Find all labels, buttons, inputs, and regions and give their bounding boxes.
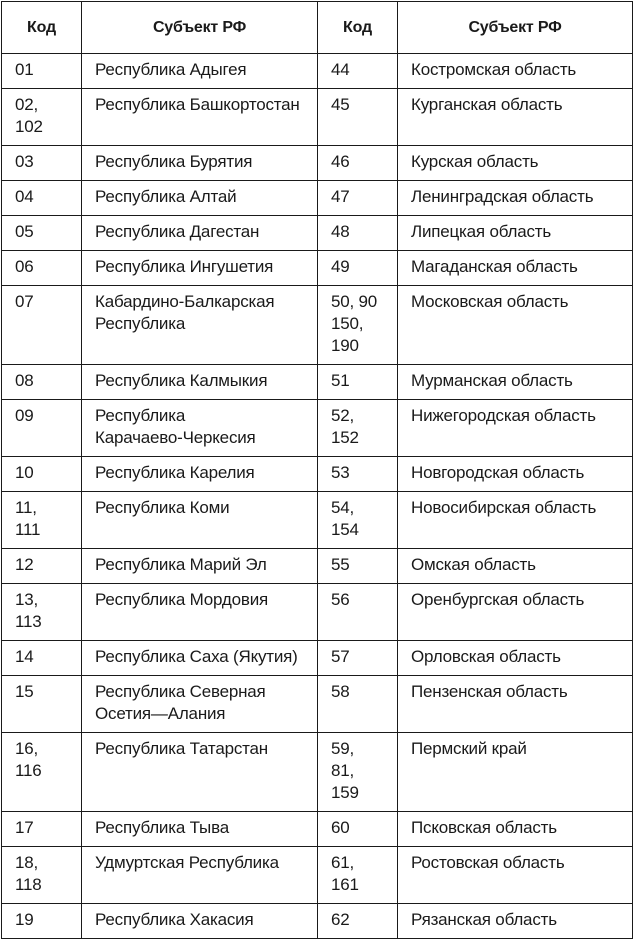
header-code-left: Код <box>2 2 82 54</box>
table-row <box>2 54 633 89</box>
cell-code-left: 01 <box>2 54 82 89</box>
table-row <box>2 904 633 939</box>
table-row <box>2 216 633 251</box>
cell-code-right: 61, 161 <box>318 847 398 904</box>
cell-code-right: 44 <box>318 54 398 89</box>
cell-subject-right: Оренбургская область <box>398 584 633 641</box>
cell-subject-left: Удмуртская Республика <box>82 847 318 904</box>
cell-code-right: 52, 152 <box>318 400 398 457</box>
cell-code-right: 58 <box>318 676 398 733</box>
cell-subject-right: Рязанская область <box>398 904 633 939</box>
cell-subject-left: Кабардино-Балкарская Республика <box>82 286 318 365</box>
table-row <box>2 492 633 549</box>
cell-code-left: 04 <box>2 181 82 216</box>
cell-subject-right: Орловская область <box>398 641 633 676</box>
cell-subject-left: Республика Хакасия <box>82 904 318 939</box>
table-header-row <box>2 2 633 54</box>
cell-subject-left: Республика Тыва <box>82 812 318 847</box>
cell-subject-right: Ленинградская область <box>398 181 633 216</box>
cell-subject-left: Республика Ингушетия <box>82 251 318 286</box>
cell-code-right: 57 <box>318 641 398 676</box>
cell-code-right: 55 <box>318 549 398 584</box>
cell-code-left: 12 <box>2 549 82 584</box>
cell-subject-right: Курская область <box>398 146 633 181</box>
cell-subject-left: Республика Мордовия <box>82 584 318 641</box>
cell-subject-right: Пензенская область <box>398 676 633 733</box>
table-row <box>2 146 633 181</box>
cell-code-left: 17 <box>2 812 82 847</box>
table-row <box>2 733 633 812</box>
cell-subject-left: Республика Дагестан <box>82 216 318 251</box>
cell-code-right: 47 <box>318 181 398 216</box>
table-row <box>2 181 633 216</box>
cell-subject-left: Республика Алтай <box>82 181 318 216</box>
cell-subject-right: Новгородская область <box>398 457 633 492</box>
table-row <box>2 365 633 400</box>
cell-code-left: 08 <box>2 365 82 400</box>
header-code-right: Код <box>318 2 398 54</box>
cell-subject-left: Республика Карачаево-Черкесия <box>82 400 318 457</box>
cell-code-right: 60 <box>318 812 398 847</box>
cell-code-right: 53 <box>318 457 398 492</box>
cell-subject-right: Московская область <box>398 286 633 365</box>
table-row <box>2 549 633 584</box>
cell-subject-left: Республика Адыгея <box>82 54 318 89</box>
cell-subject-right: Костромская область <box>398 54 633 89</box>
cell-subject-right: Нижегородская область <box>398 400 633 457</box>
cell-subject-right: Курганская область <box>398 89 633 146</box>
cell-subject-left: Республика Калмыкия <box>82 365 318 400</box>
cell-subject-left: Республика Бурятия <box>82 146 318 181</box>
cell-subject-right: Омская область <box>398 549 633 584</box>
cell-subject-right: Новосибирская область <box>398 492 633 549</box>
cell-code-left: 07 <box>2 286 82 365</box>
cell-subject-right: Липецкая область <box>398 216 633 251</box>
table-row <box>2 400 633 457</box>
cell-code-left: 18, 118 <box>2 847 82 904</box>
cell-subject-left: Республика Татарстан <box>82 733 318 812</box>
table-row <box>2 847 633 904</box>
header-subject-right: Субъект РФ <box>398 2 633 54</box>
cell-code-left: 02, 102 <box>2 89 82 146</box>
table-row <box>2 457 633 492</box>
cell-code-left: 06 <box>2 251 82 286</box>
cell-subject-right: Ростовская область <box>398 847 633 904</box>
cell-subject-left: Республика Башкортостан <box>82 89 318 146</box>
cell-subject-right: Псковская область <box>398 812 633 847</box>
cell-code-left: 10 <box>2 457 82 492</box>
cell-code-right: 51 <box>318 365 398 400</box>
cell-code-left: 16, 116 <box>2 733 82 812</box>
cell-code-right: 49 <box>318 251 398 286</box>
table-row <box>2 584 633 641</box>
cell-code-right: 50, 90 150, 190 <box>318 286 398 365</box>
cell-code-right: 46 <box>318 146 398 181</box>
cell-code-right: 59, 81, 159 <box>318 733 398 812</box>
cell-code-right: 48 <box>318 216 398 251</box>
header-subject-left: Субъект РФ <box>82 2 318 54</box>
cell-subject-left: Республика Северная Осетия—Алания <box>82 676 318 733</box>
table-row <box>2 812 633 847</box>
cell-subject-right: Пермский край <box>398 733 633 812</box>
cell-code-left: 14 <box>2 641 82 676</box>
cell-code-left: 13, 113 <box>2 584 82 641</box>
region-codes-table <box>1 1 633 939</box>
table-row <box>2 89 633 146</box>
cell-code-left: 19 <box>2 904 82 939</box>
table-row <box>2 676 633 733</box>
cell-code-left: 03 <box>2 146 82 181</box>
cell-code-left: 15 <box>2 676 82 733</box>
table-row <box>2 286 633 365</box>
cell-subject-left: Республика Карелия <box>82 457 318 492</box>
cell-subject-right: Магаданская область <box>398 251 633 286</box>
table-row <box>2 251 633 286</box>
cell-subject-left: Республика Марий Эл <box>82 549 318 584</box>
cell-code-right: 62 <box>318 904 398 939</box>
cell-code-left: 05 <box>2 216 82 251</box>
table-row <box>2 641 633 676</box>
cell-subject-left: Республика Саха (Якутия) <box>82 641 318 676</box>
cell-code-right: 54, 154 <box>318 492 398 549</box>
cell-code-right: 56 <box>318 584 398 641</box>
cell-subject-left: Республика Коми <box>82 492 318 549</box>
cell-subject-right: Мурманская область <box>398 365 633 400</box>
cell-code-left: 11, 111 <box>2 492 82 549</box>
cell-code-right: 45 <box>318 89 398 146</box>
cell-code-left: 09 <box>2 400 82 457</box>
